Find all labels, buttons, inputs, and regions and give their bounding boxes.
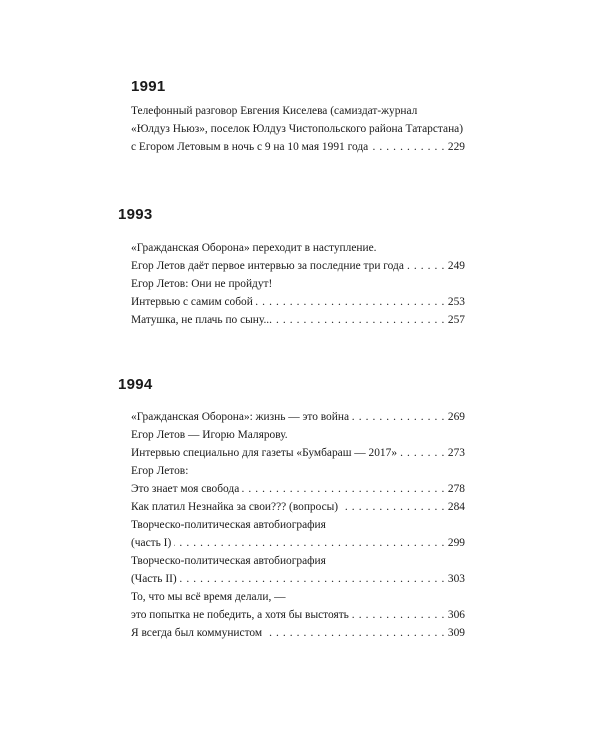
toc-entry-title: (Часть II) <box>131 573 177 585</box>
dot-leader <box>371 138 445 156</box>
toc-page-number: 269 <box>447 411 465 423</box>
toc-entry[interactable] <box>131 624 465 642</box>
toc-entry-line <box>131 275 465 293</box>
toc-entry-line <box>131 606 465 624</box>
toc-entry[interactable] <box>131 408 465 426</box>
dot-leader <box>341 498 445 516</box>
toc-entry-line <box>131 293 465 311</box>
toc-entry-title: Интервью специально для газеты «Бумбараш — 2017» <box>131 447 398 459</box>
toc-entry-title: «Юлдуз Ньюз», поселок Юлдуз Чистопольского района Татарстана) <box>131 123 464 135</box>
dot-leader <box>174 534 445 552</box>
dot-leader <box>352 606 445 624</box>
toc-entry[interactable] <box>131 293 465 311</box>
section-year-1993: 1993 <box>118 206 153 223</box>
toc-entry-line <box>131 239 465 257</box>
toc-page-number: 253 <box>447 296 465 308</box>
section-year-1991: 1991 <box>131 78 166 95</box>
toc-page-number: 273 <box>447 447 465 459</box>
toc-entry-title: Творческо-политическая автобиография <box>131 555 326 567</box>
toc-page-number: 229 <box>447 141 465 153</box>
toc-page-number: 284 <box>447 501 465 513</box>
toc-entry[interactable] <box>131 588 465 624</box>
toc-entry-line <box>131 311 465 329</box>
toc-entry[interactable] <box>131 239 465 275</box>
toc-entry-line <box>131 444 465 462</box>
toc-entry-title: Творческо-политическая автобиография <box>131 519 326 531</box>
toc-entry[interactable] <box>131 311 465 329</box>
dot-leader <box>400 444 445 462</box>
toc-entry[interactable] <box>131 102 465 156</box>
toc-entry-line <box>131 102 465 120</box>
toc-entry[interactable] <box>131 552 465 588</box>
toc-entry-title: это попытка не победить, а хотя бы выстоять <box>131 609 349 621</box>
toc-entry-line <box>131 257 465 275</box>
toc-entry-line <box>131 498 465 516</box>
dot-leader <box>265 624 445 642</box>
toc-page-number: 249 <box>447 260 465 272</box>
toc-page-number: 299 <box>447 537 465 549</box>
toc-entry-title: Егор Летов: <box>131 465 189 477</box>
dot-leader <box>352 408 445 426</box>
toc-entry[interactable] <box>131 275 465 293</box>
toc-entry-line <box>131 624 465 642</box>
dot-leader <box>242 480 445 498</box>
dot-leader <box>256 293 445 311</box>
toc-entry-title: Егор Летов: Они не пройдут! <box>131 278 273 290</box>
toc-entry-line <box>131 516 465 534</box>
toc-entry-line <box>131 588 465 606</box>
toc-entry-line <box>131 120 465 138</box>
toc-entry-line <box>131 408 465 426</box>
toc-entry-title: Как платил Незнайка за свои??? (вопросы) <box>131 501 339 513</box>
toc-entry-title: То, что мы всё время делали, — <box>131 591 286 603</box>
dot-leader <box>275 311 445 329</box>
toc-entry-title: с Егором Летовым в ночь с 9 на 10 мая 1991 года <box>131 141 369 153</box>
toc-entry-title: «Гражданская Оборона»: жизнь — это война <box>131 411 350 423</box>
toc-entry[interactable] <box>131 426 465 462</box>
toc-page-number: 303 <box>447 573 465 585</box>
toc-entry-line <box>131 426 465 444</box>
toc-page-number: 278 <box>447 483 465 495</box>
section-year-1994: 1994 <box>118 376 153 393</box>
toc-entry-line <box>131 462 465 480</box>
toc-entry-line <box>131 552 465 570</box>
toc-entry[interactable] <box>131 462 465 498</box>
toc-entry[interactable] <box>131 516 465 552</box>
toc-entry-title: Егор Летов — Игорю Малярову. <box>131 429 288 441</box>
toc-entry-title: Егор Летов даёт первое интервью за последние три года <box>131 260 404 272</box>
toc-entry-title: Телефонный разговор Евгения Киселева (самиздат-журнал <box>131 105 418 117</box>
toc-page-number: 309 <box>447 627 465 639</box>
toc-entry-title: Я всегда был коммунистом <box>131 627 263 639</box>
dot-leader <box>180 570 445 588</box>
toc-entry-line <box>131 480 465 498</box>
toc-entry[interactable] <box>131 498 465 516</box>
toc-entry-title: (часть I) <box>131 537 172 549</box>
toc-page-number: 306 <box>447 609 465 621</box>
dot-leader <box>407 257 445 275</box>
toc-page-number: 257 <box>447 314 465 326</box>
toc-entry-line <box>131 570 465 588</box>
toc-entry-title: «Гражданская Оборона» переходит в наступление. <box>131 242 377 254</box>
toc-entry-title: Матушка, не плачь по сыну... <box>131 314 272 326</box>
toc-entry-title: Это знает моя свобода <box>131 483 240 495</box>
toc-entry-line <box>131 138 465 156</box>
toc-entry-title: Интервью с самим собой <box>131 296 253 308</box>
toc-entry-line <box>131 534 465 552</box>
